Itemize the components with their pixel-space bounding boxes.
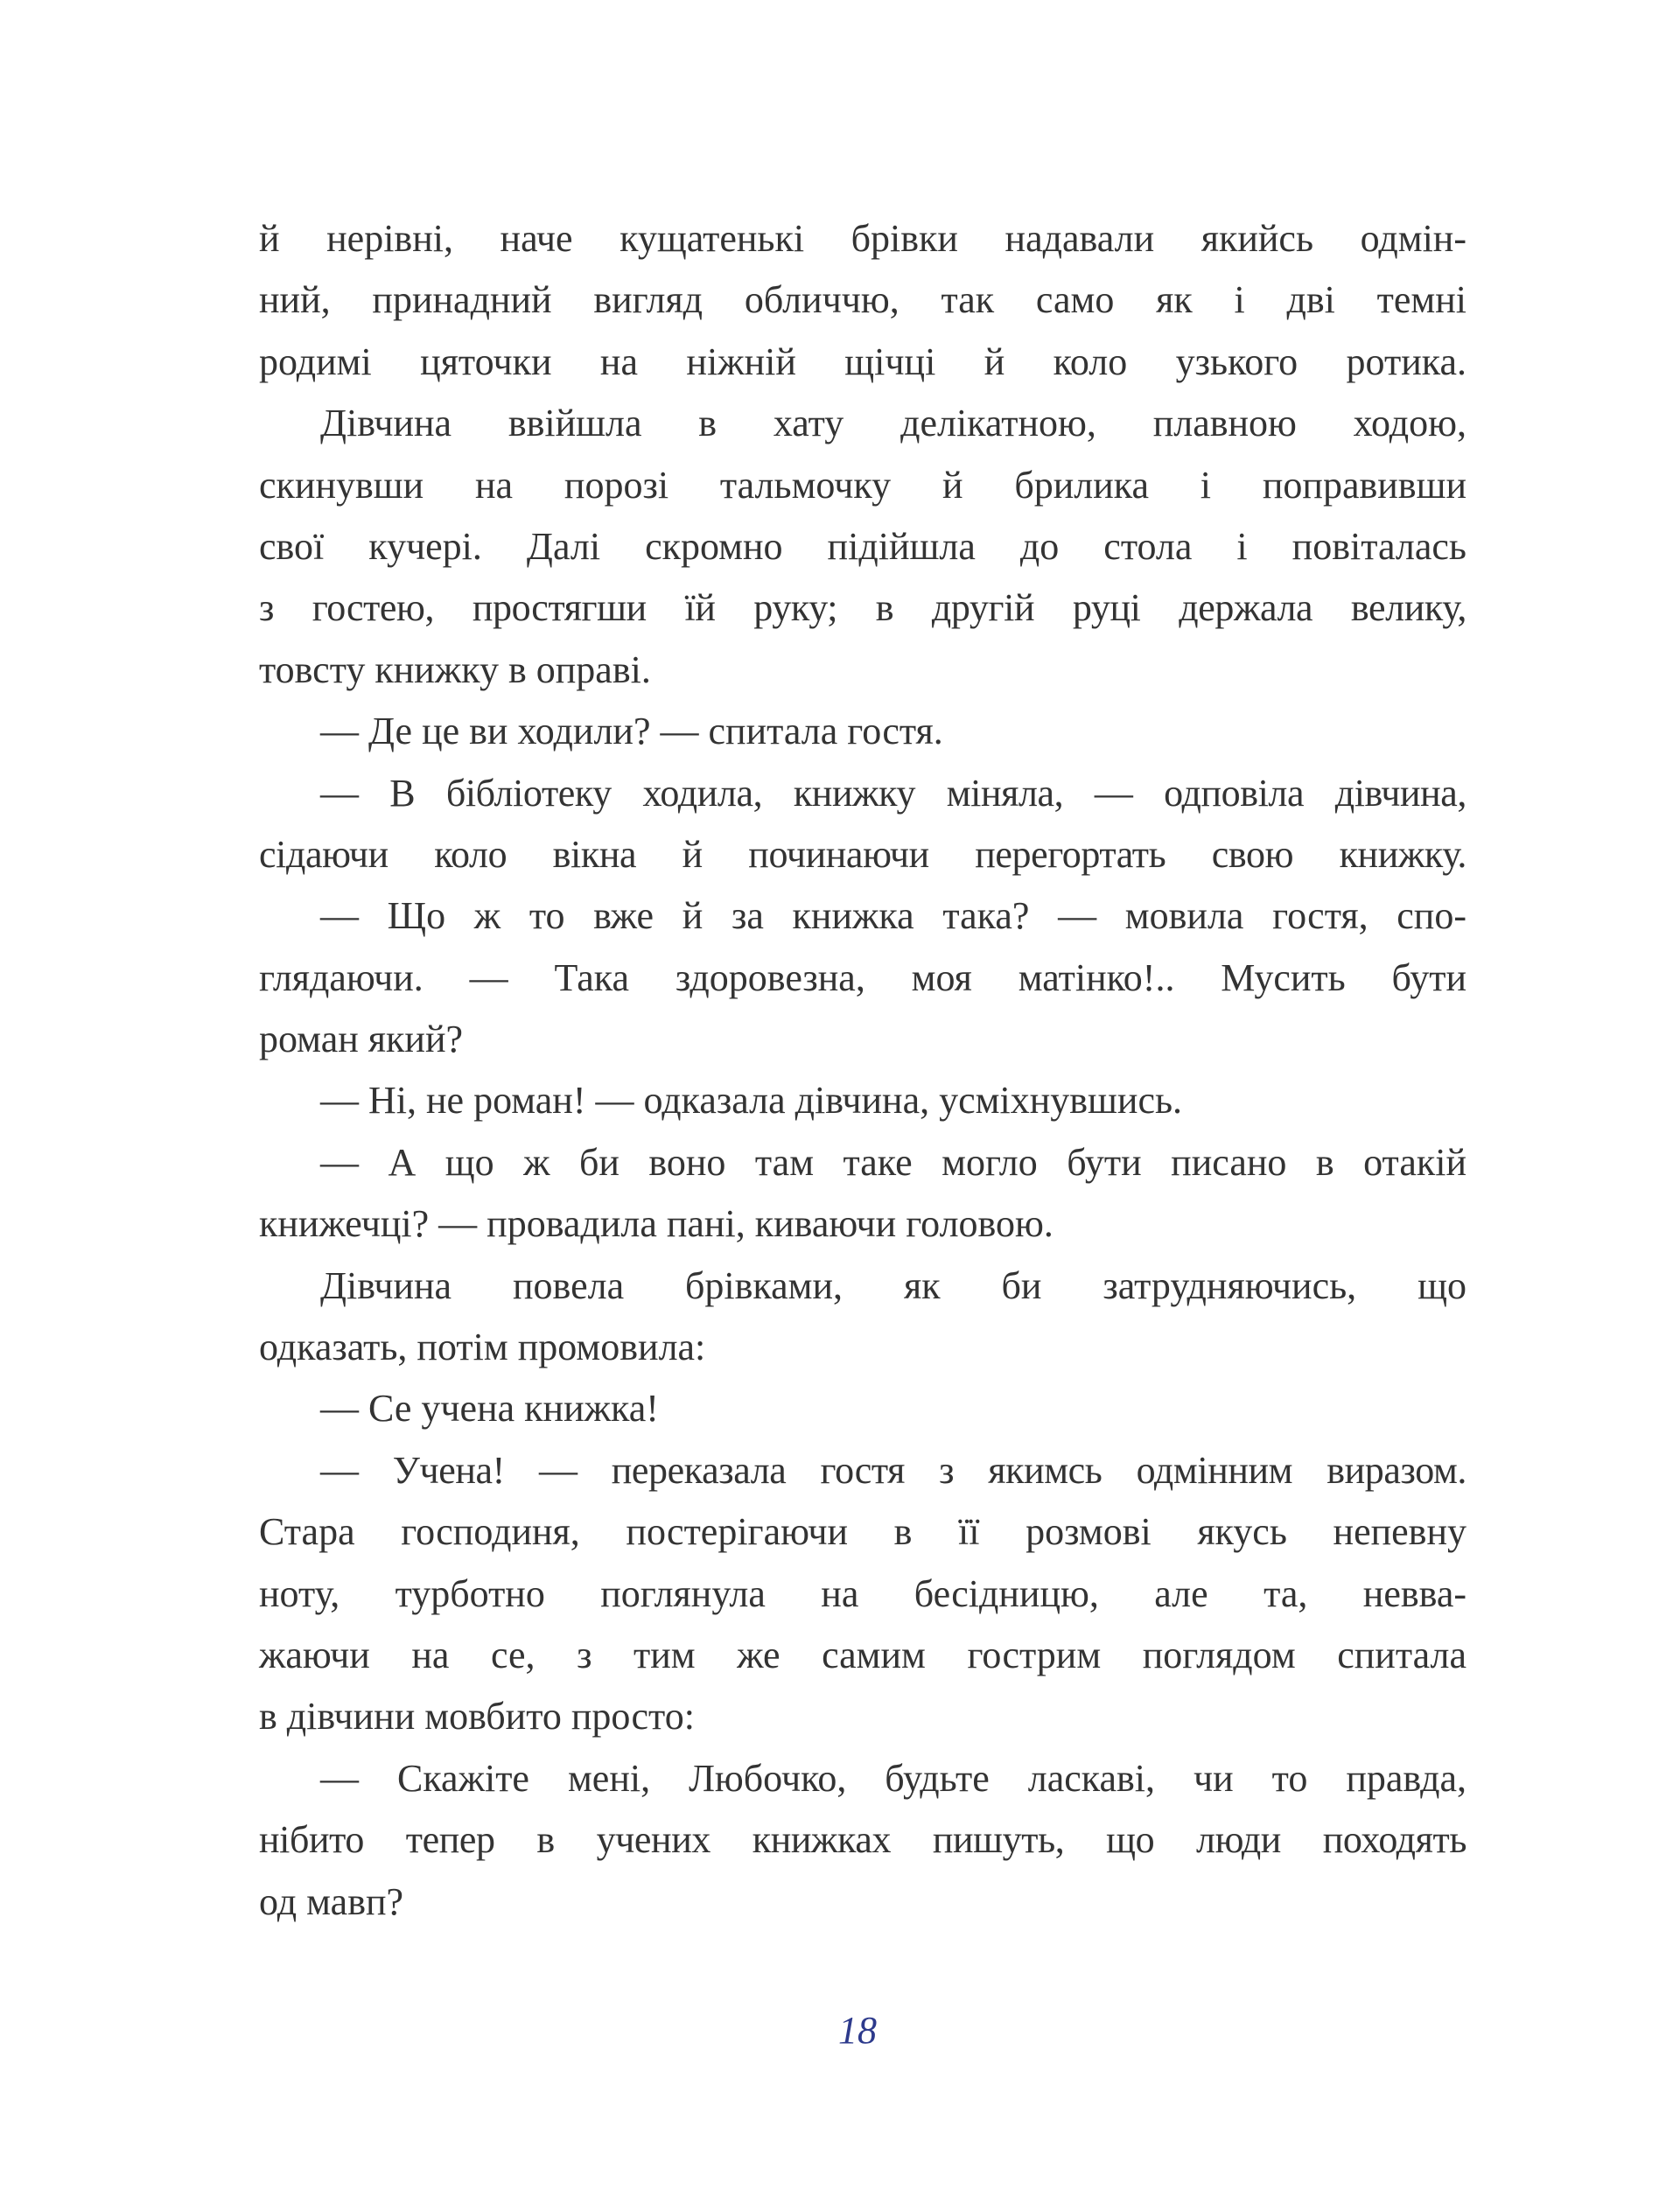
- text-line: в дівчини мовбито просто:: [259, 1695, 695, 1739]
- dialogue-line: — Ні, не роман! — одказала дівчина, усміхнувшись.: [320, 1079, 1183, 1123]
- text-line: Стара господиня, постерігаючи в її розмові якусь непевну: [259, 1510, 1466, 1554]
- text-line: ноту, турботно поглянула на бесідницю, але та, невва-: [259, 1571, 1466, 1615]
- paragraph-start-line: Дівчина повела брівками, як би затрудняючись, що: [320, 1263, 1466, 1307]
- text-line: товсту книжку в оправі.: [259, 647, 651, 691]
- dialogue-line: — А що ж би воно там таке могло бути писано в отакій: [320, 1140, 1466, 1184]
- paragraph-start-line: Дівчина ввійшла в хату делікатною, плавною ходою,: [320, 402, 1466, 445]
- text-line: роман який?: [259, 1018, 464, 1061]
- dialogue-line: — Де це ви ходили? — спитала гостя.: [320, 710, 943, 753]
- dialogue-line: — Скажіте мені, Любочко, будьте ласкаві, чи то правда,: [320, 1756, 1466, 1800]
- book-page-text: [259, 208, 1466, 1933]
- text-line: родимі цяточки на ніжній щічці й коло узького ротика.: [259, 339, 1466, 383]
- text-line: жаючи на се, з тим же самим гострим поглядом спитала: [259, 1633, 1466, 1676]
- text-line: од мавп?: [259, 1879, 404, 1923]
- text-line: ний, принадний вигляд обличчю, так само як і дві темні: [259, 278, 1466, 322]
- dialogue-line: — Що ж то вже й за книжка така? — мовила гостя, спо-: [320, 894, 1466, 938]
- text-line: свої кучері. Далі скромно підійшла до стола і повіталась: [259, 524, 1466, 568]
- text-line: книжечці? — провадила пані, киваючи головою.: [259, 1202, 1054, 1246]
- text-line: й нерівні, наче кущатенькі брівки надавали якийсь одмін-: [259, 217, 1466, 260]
- text-line: сідаючи коло вікна й починаючи перегортать свою книжку.: [259, 832, 1466, 876]
- dialogue-line: — Учена! — переказала гостя з якимсь одмінним виразом.: [320, 1448, 1466, 1492]
- dialogue-line: — Се учена книжка!: [320, 1387, 659, 1431]
- dialogue-line: — В бібліотеку ходила, книжку міняла, — одповіла дівчина,: [320, 771, 1466, 815]
- text-line: одказать, потім промовила:: [259, 1326, 706, 1369]
- text-line: скинувши на порозі тальмочку й брилика і поправивши: [259, 463, 1466, 507]
- text-line: глядаючи. — Така здоровезна, моя матінко!.. Мусить бути: [259, 955, 1466, 999]
- text-line: з гостею, простягши їй руку; в другій руці держала велику,: [259, 586, 1466, 630]
- page-number: 18: [838, 2009, 877, 2052]
- text-line: нібито тепер в учених книжках пишуть, що люди походять: [259, 1818, 1466, 1862]
